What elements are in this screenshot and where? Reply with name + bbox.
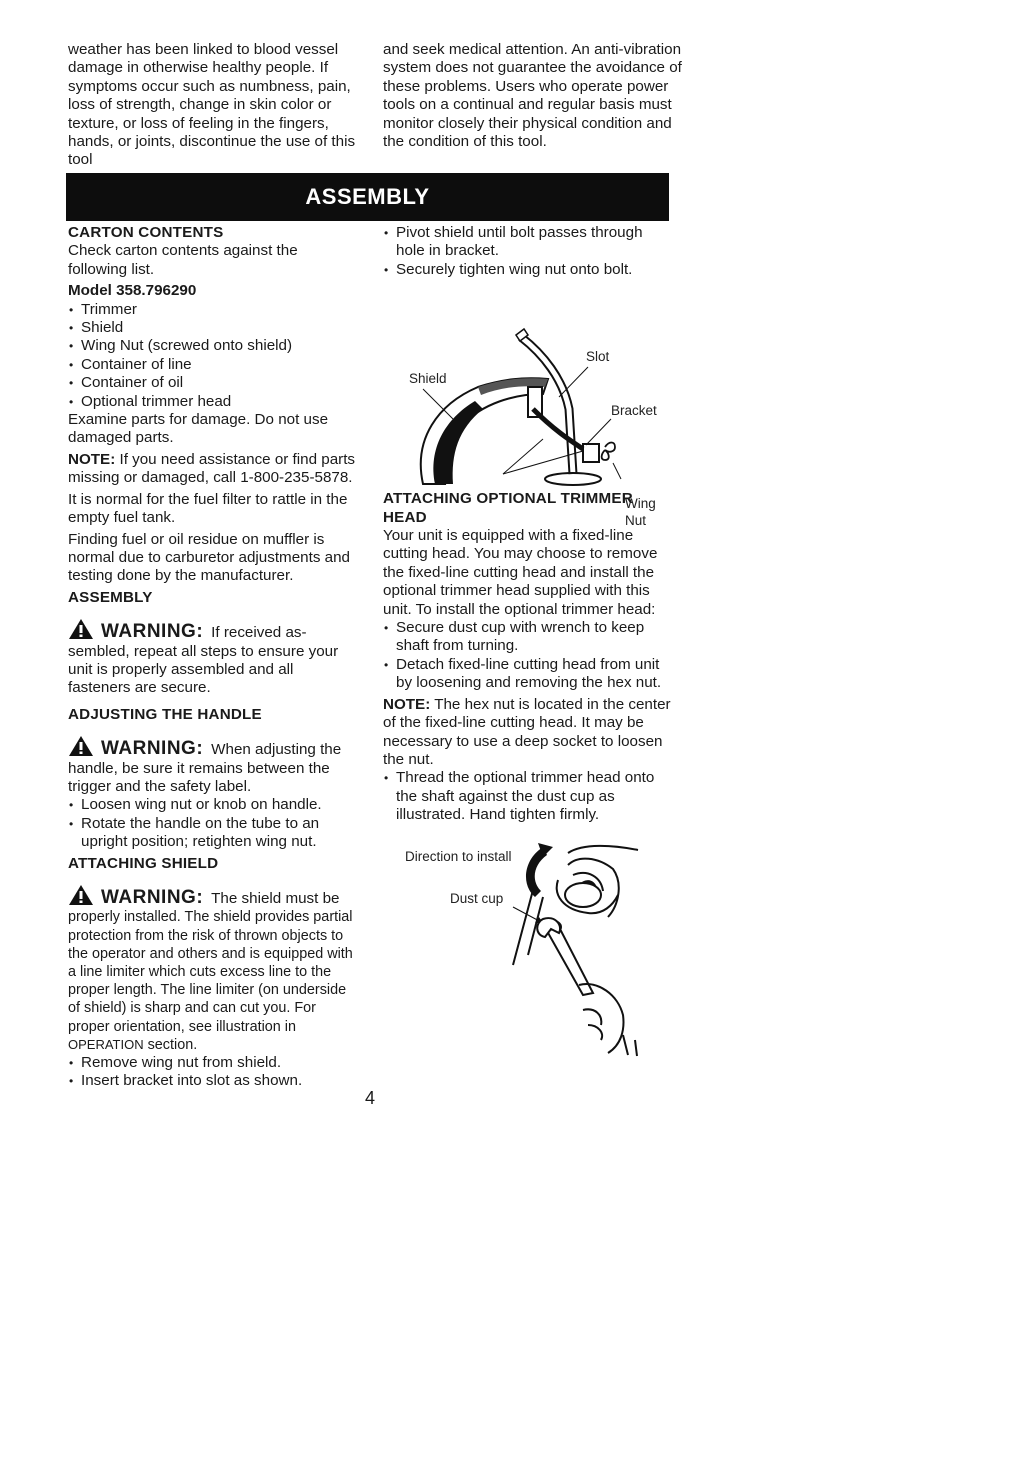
carryover-text-left [68,41,368,170]
banner-title: ASSEMBLY [305,184,430,209]
assembly-banner [66,173,669,221]
assembly-heading: ASSEMBLY [68,588,153,606]
warning-word: WARNING: [101,887,204,908]
operation-reference: OPERATION [68,1036,144,1052]
shield-label: Shield [409,371,447,387]
dust-cup-label: Dust cup [450,890,504,906]
slot-label: Slot [586,349,610,365]
note-text: If you need assistance or find parts missing or damaged, call 1-800-235-5878. [68,450,356,487]
shield-steps [68,1054,360,1091]
assembly-warning-text: sembled, repeat all steps to ensure your unit is properly assembled and all fasteners are secure. [68,642,339,697]
note-text: The hex nut is located in the center of the fixed-line cutting head. It may be necessary to use a deep socket to loosen the nut. [383,695,671,768]
optional-head-note [383,696,675,770]
list-item: • Trimmer [68,301,360,319]
carton-list [68,301,360,411]
nut-label: Nut [625,513,647,529]
assembly-warning [68,615,360,642]
list-item: • Insert bracket into slot as shown. [68,1072,360,1090]
note-label: NOTE: [383,695,431,713]
carton-contents-heading: CARTON CONTENTS [68,224,224,241]
warning-word: WARNING: [101,738,204,760]
note-label: NOTE: [68,450,116,468]
page-number: 4 [365,1088,376,1108]
list-item: • Remove wing nut from shield. [68,1054,360,1072]
model-number: Model 358.796290 [68,282,197,300]
shield-steps-continued [383,224,675,279]
list-item: • Shield [68,319,360,337]
fuel-filter-text: It is normal for the fuel filter to rattle in the empty fuel tank. [68,490,348,527]
shield-warning [68,881,360,908]
direction-label: Direction to install [405,848,512,864]
carryover-paragraph-right: and seek medical attention. An anti-vibration system does not guarantee the avoidance of these problems. Users who operate power tools on a continual and regular basis must monitor closely their physical condition and the condition of this tool. [383,41,682,151]
shield-warning-text [68,908,360,1054]
list-item: • Wing Nut (screwed onto shield) [68,337,360,355]
warning-lead: The shield must be [211,890,340,907]
bracket-label: Bracket [611,403,657,419]
residue-text: Finding fuel or oil residue on muffler is normal due to carburetor adjustments and testing done by the manufacturer. [68,530,350,585]
carton-intro: Check carton contents against the following list. [68,242,298,278]
list-item: • Secure dust cup with wrench to keep shaft from turning. [383,619,675,656]
examine-text: Examine parts for damage. Do not use damaged parts. [68,411,329,447]
warning-triangle-icon [68,618,94,640]
list-item: • Container of oil [68,374,360,392]
list-item: • Detach fixed-line cutting head from unit by loosening and removing the hex nut. [383,656,675,693]
handle-warning-text: handle, be sure it remains between the trigger and the safety label. [68,759,330,795]
optional-head-steps [383,619,675,693]
warning-lead: When adjusting the [211,741,342,759]
dust-cup-illustration [383,835,673,1060]
list-item: • Optional trimmer head [68,393,360,411]
list-item: • Loosen wing nut or knob on handle. [68,796,360,814]
right-column [383,224,675,1060]
left-column [68,224,360,1091]
carryover-paragraph-left: weather has been linked to blood vessel damage in otherwise healthy people. If symptoms occur such as numbness, pain, loss of strength, change in skin color or texture, or loss of feeling in the fingers, hands, or joints, discontinue the use of this tool [68,41,356,169]
warning-word: WARNING: [101,621,204,643]
handle-warning [68,732,360,759]
list-item: • Pivot shield until bolt passes through hole in bracket. [383,224,675,261]
shield-heading: ATTACHING SHIELD [68,854,219,872]
optional-head-heading: ATTACHING OPTIONAL TRIMMER HEAD [383,490,633,526]
warning-triangle-icon [68,735,94,757]
carton-note [68,451,360,488]
wing-label: Wing [625,496,656,512]
carryover-text-right [383,41,683,151]
optional-head-steps-2 [383,769,675,824]
handle-heading: ADJUSTING THE HANDLE [68,705,262,723]
shield-warning-body: properly installed. The shield provides partial protection from the risk of thrown objects to the operator and others and is equipped with a line limiter which cuts excess line to the proper length. The line limiter (on underside of shield) is sharp and can cut you. For proper orientation, see illustration in [68,909,353,1035]
list-item: • Securely tighten wing nut onto bolt. [383,261,675,279]
handle-steps [68,796,360,851]
list-item: • Container of line [68,356,360,374]
warning-lead: If received as- [211,624,307,642]
list-item: • Thread the optional trimmer head onto the shaft against the dust cup as illustrated. Hand tighten firmly. [383,769,675,824]
optional-head-intro: Your unit is equipped with a fixed-line cutting head. You may choose to remove the fixed-line cutting head and install the optional trimmer head supplied with this unit. To install the optional trimmer head: [383,527,658,618]
shield-warning-end: section. [147,1036,198,1053]
list-item: • Rotate the handle on the tube to an upright position; retighten wing nut. [68,815,360,852]
warning-triangle-icon [68,884,94,906]
